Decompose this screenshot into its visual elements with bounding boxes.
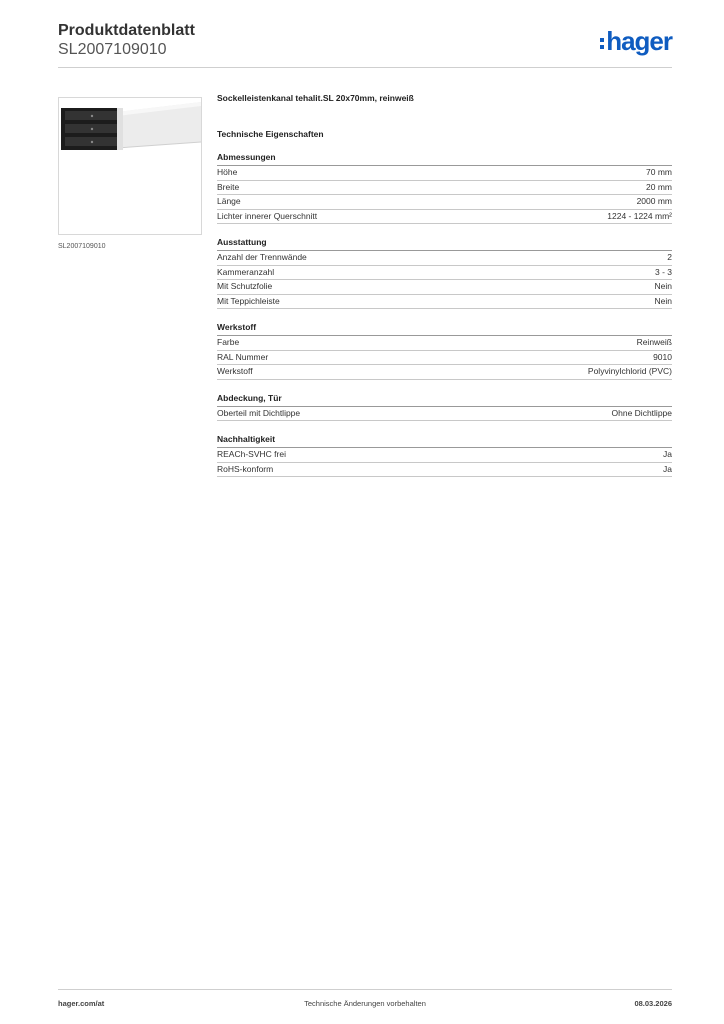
technical-properties-heading: Technische Eigenschaften: [217, 129, 324, 139]
row-value: Polyvinylchlorid (PVC): [587, 366, 672, 376]
section-title: Werkstoff: [217, 322, 672, 336]
product-image: [58, 97, 202, 235]
image-caption: SL2007109010: [58, 243, 106, 250]
row-value: Ja: [663, 463, 672, 474]
row-label: Länge: [217, 196, 241, 206]
section-material: [217, 322, 672, 380]
cable-duct-illustration-icon: [59, 98, 201, 234]
table-row: [217, 295, 672, 310]
section-title: Abdeckung, Tür: [217, 393, 672, 407]
hager-logo: [600, 28, 672, 54]
table-row: [217, 251, 672, 266]
table-row: [217, 266, 672, 281]
table-row: [217, 280, 672, 295]
section-cover: [217, 393, 672, 422]
row-value: 70 mm: [646, 167, 672, 177]
row-label: Lichter innerer Querschnitt: [217, 210, 318, 221]
row-label: Mit Schutzfolie: [217, 281, 273, 291]
row-label: RoHS-konform: [217, 463, 274, 474]
row-value: 9010: [653, 351, 672, 362]
row-label: Farbe: [217, 337, 240, 347]
section-title: Ausstattung: [217, 237, 672, 251]
row-label: Breite: [217, 181, 240, 192]
table-row: [217, 166, 672, 181]
row-label: Mit Teppichleiste: [217, 295, 280, 306]
table-row: [217, 365, 672, 380]
row-label: RAL Nummer: [217, 351, 269, 362]
document-header: [58, 22, 195, 59]
row-value: Reinweiß: [636, 337, 672, 347]
table-row: [217, 448, 672, 463]
table-row: [217, 210, 672, 225]
header-divider: [58, 67, 672, 68]
product-name: Sockelleistenkanal tehalit.SL 20x70mm, reinweiß: [217, 93, 414, 103]
row-label: REACh-SVHC frei: [217, 449, 286, 459]
section-title: Nachhaltigkeit: [217, 434, 672, 448]
row-value: 2: [667, 252, 672, 262]
product-details: [217, 93, 672, 490]
table-row: [217, 195, 672, 210]
section-sustainability: [217, 434, 672, 477]
row-label: Werkstoff: [217, 366, 253, 376]
row-label: Anzahl der Trennwände: [217, 252, 307, 262]
row-value: Nein: [654, 295, 672, 306]
footer-notice: Technische Änderungen vorbehalten: [304, 999, 426, 1008]
row-value: Ja: [663, 449, 672, 459]
footer-website-link[interactable]: hager.com/at: [58, 999, 105, 1008]
logo-text: hager: [606, 26, 672, 56]
table-row: [217, 463, 672, 478]
row-value: 1224 - 1224 mm²: [607, 210, 672, 221]
row-value: 3 - 3: [654, 266, 672, 277]
row-value: Ohne Dichtlippe: [611, 407, 672, 418]
footer-date: 08.03.2026: [634, 999, 672, 1008]
article-number: SL2007109010: [58, 41, 167, 58]
logo-dots-icon: [600, 38, 604, 49]
section-dimensions: [217, 152, 672, 224]
row-value: 20 mm: [646, 181, 672, 192]
table-row: [217, 336, 672, 351]
section-title: Abmessungen: [217, 152, 672, 166]
table-row: [217, 181, 672, 196]
row-label: Kammeranzahl: [217, 266, 275, 277]
table-row: [217, 407, 672, 422]
row-value: 2000 mm: [636, 196, 672, 206]
row-label: Höhe: [217, 167, 238, 177]
page-footer: [58, 989, 672, 1012]
document-title: Produktdatenblatt: [58, 22, 195, 39]
row-label: Oberteil mit Dichtlippe: [217, 407, 301, 418]
table-row: [217, 351, 672, 366]
section-equipment: [217, 237, 672, 309]
row-value: Nein: [654, 281, 672, 291]
